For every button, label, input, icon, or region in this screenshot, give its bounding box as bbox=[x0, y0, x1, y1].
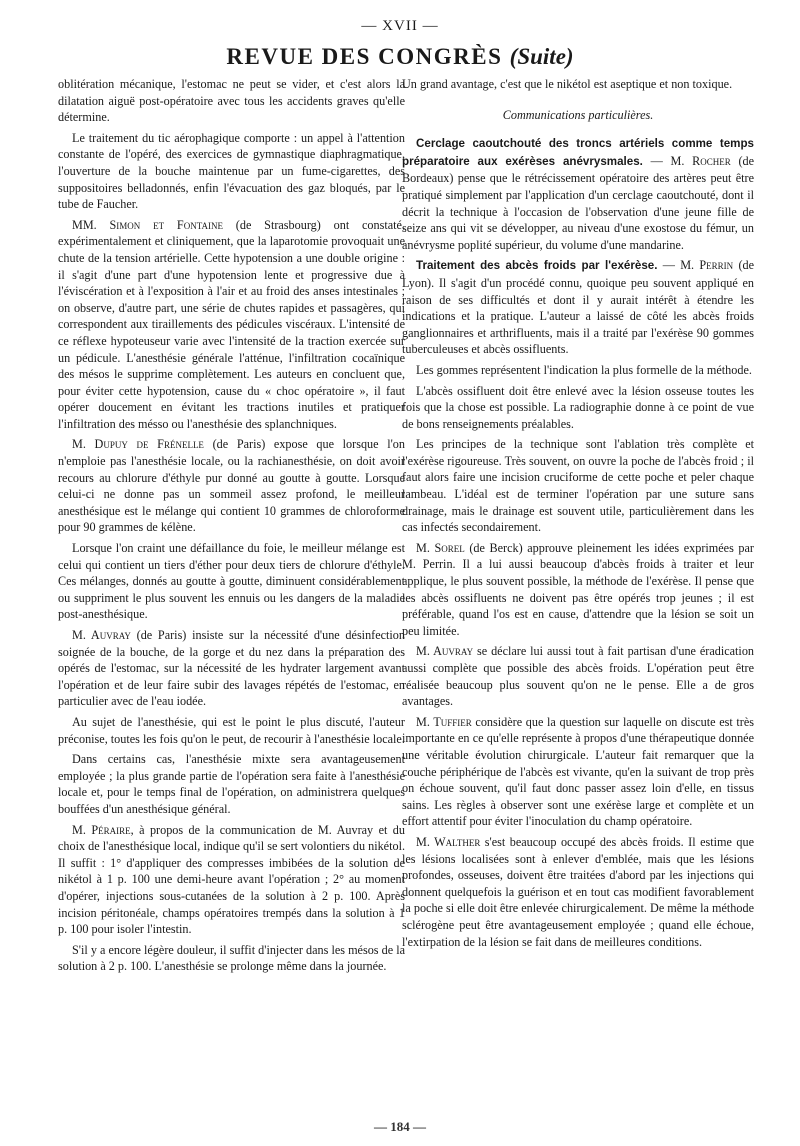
page-number: — XVII — bbox=[361, 18, 439, 34]
paragraph-text: considère que la question sur laquelle on discute est très importante en ce qu'elle représente à propos d'une thérapeutique donnée une véritable évolution chirurgicale. L'auteur fait remarquer que la couche périphérique de l'abcès est vivante, qu'en la suivant de trop près on échoue souvent, qu'il faut donc passer assez loin d'elle, en tissus sains. Les règles à observer sont une exérèse large et complète et un effort attentif pour éviter l'inoculation du champ opératoire. bbox=[402, 714, 755, 829]
left-column bbox=[58, 76, 405, 979]
paragraph-text: (de Berck) approuve pleinement les idées exprimées par M. Perrin. Il a lui aussi beaucoup d'abcès froids à traiter et leur applique, le plus souvent possible, la méthode de l'exérèse. Il pense que les abcès ossifluents ne doivent pas être opérés trop jeunes ; il est préférable, quand l'os est en cause, d'attendre que la lésion se soit un peu limitée. bbox=[402, 540, 754, 638]
paragraph: Un grand avantage, c'est que le nikétol est aseptique et non toxique. bbox=[402, 77, 733, 91]
paragraph: L'abcès ossifluent doit être enlevé avec la lésion osseuse toutes les fois que la chose est possible. La radiographie donne à ce point de vue de bons renseignements préalables. bbox=[402, 383, 754, 431]
paragraph-text: (de Paris) insiste sur la nécessité d'une désinfection soignée de la bouche, de la gorge et du nez dans la préparation des opérés de l'estomac, sur la nécessité de les hydrater largement avant l'opération et de leur faire subir des lavages répétés de l'estomac, en particulier avec de l'eau iodée. bbox=[58, 628, 405, 709]
author-name: M. Walther bbox=[416, 834, 481, 849]
author-name: M. Auvray bbox=[72, 628, 131, 642]
paragraph-text: , à propos de la communication de M. Auvray et du choix de l'anesthésique local, indique qu'il se sert volontiers du nikétol. Il suffit : 1° d'appliquer des compresses imbibées de la solution de nikétol à 1 p. 100 une demi-heure avant l'opération ; 2° au moment d'opérer, injections sous-cutanées de la solution à 2 p. 100. Après incision péritonéale, champs opératoires trempés dans la solution à 1 p. 100 pour isoler l'intestin. bbox=[58, 822, 405, 937]
right-column bbox=[402, 76, 754, 954]
paragraph bbox=[402, 714, 754, 830]
paragraph bbox=[58, 822, 405, 938]
paragraph-text: (de Bordeaux) pense que le rétrécissement opératoire des artères peut être pratiqué simplement par l'application d'un cerclage caoutchouté, dont il décrit la technique à l'occasion de l'observation d'une jeune fille de seize ans qui vit se développer, au niveau d'une exostose du fémur, un anévrysme poplité supérieur, du volume d'une mandarine. bbox=[402, 153, 755, 252]
paragraph: S'il y a encore légère douleur, il suffit d'injecter dans les mésos de la solution à 2 p. 100. L'anesthésie se prolonge même dans la journée. bbox=[58, 942, 405, 974]
paragraph bbox=[402, 540, 754, 640]
paragraph: Dans certains cas, l'anesthésie mixte sera avantageusement employée ; la plus grande partie de l'opération sera faite à l'anesthésie locale et, pour le temps final de l'opération, on administrera quelques bouffées d'un anesthésique général. bbox=[58, 752, 405, 816]
author-name: M. Auvray bbox=[416, 644, 474, 659]
paragraph: Traitement des abcès froids par l'exérèse. — M. Perrin (de Lyon). Il s'agit d'un procédé connu, quoique peu souvent appliqué en raison de ses difficultés et dont il y aurait intérêt à étendre les indications et la pratique. L'auteur a laissé de côté les abcès froids ganglionnaires et arthrifluents, mais il a traité par l'exérèse 90 gommes tuberculeuses et abcès ossifluents. bbox=[402, 258, 755, 357]
paragraph bbox=[58, 436, 405, 536]
title-suffix: (Suite) bbox=[509, 44, 574, 69]
author-name: M. Dupuy de Frénelle bbox=[72, 437, 204, 452]
author-name: M. Rocher bbox=[670, 153, 731, 168]
paragraph: Le traitement du tic aérophagique comporte : un appel à l'attention constante de l'opéré, des exercices de gymnastique diaphragmatique, l'ouverture de la bouche maintenue par un fume-cigarettes, des suppositoires belladonnés, enfin l'évacuation des gaz bloqués, par le tube de Faucher. bbox=[58, 130, 405, 212]
section-heading: Communications particulières. bbox=[502, 107, 654, 122]
paragraph: Les gommes représentent l'indication la plus formelle de la méthode. bbox=[416, 362, 752, 377]
paragraph: Au sujet de l'anesthésie, qui est le point le plus discuté, l'auteur préconise, toutes les fois qu'on le peut, de recourir à l'anesthésie locale. bbox=[58, 714, 405, 746]
paragraph bbox=[58, 217, 405, 433]
author-name: M. Péraire bbox=[72, 822, 131, 837]
author-name: M. Perrin bbox=[680, 258, 734, 273]
page-folio: — 184 — bbox=[374, 1119, 426, 1134]
paragraph bbox=[58, 627, 405, 710]
paragraph-text: (de Paris) expose que lorsque l'on n'emploie pas l'anesthésie locale, ou la rachianesthésie, on doit avoir recours au chlorure d'éthyle pur donné au goutte à goutte. Lorsque celui-ci ne donne pas un sommeil assez profond, le meilleur anesthésique est le mélange qui contient 10 grammes de chloroforme pour 90 grammes de kélène. bbox=[58, 437, 405, 535]
paragraph: oblitération mécanique, l'estomac ne peut se vider, et c'est alors la dilatation aiguë post-opératoire avec tous les accidents graves qu'elle détermine. bbox=[58, 77, 405, 125]
paragraph: Cerclage caoutchouté des troncs artériels comme temps préparatoire aux exérèses anévrysmales. — M. Rocher (de Bordeaux) pense que le rétrécissement opératoire des artères peut être pratiqué simplement par l'application d'un cerclage caoutchouté, dont il décrit la technique à l'occasion de l'observation d'une jeune fille de seize ans qui vit se développer, au niveau d'une exostose du fémur, un anévrysme poplité supérieur, du volume d'une mandarine. bbox=[402, 137, 755, 252]
paragraph-text: se déclare lui aussi tout à fait partisan d'une éradication aussi complète que possible des abcès froids. L'opération peut être réalisée beaucoup plus souvent qu'on ne le pense. Elle a de gros avantages. bbox=[402, 644, 755, 709]
author-name: M. Sorel bbox=[416, 540, 465, 555]
paragraph bbox=[402, 643, 754, 709]
article-heading: Cerclage caoutchouté des troncs artériels comme temps préparatoire aux exérèses anévrysmales. bbox=[402, 137, 754, 168]
paragraph: Les principes de la technique sont l'ablation très complète et l'exérèse rigoureuse. Très souvent, on ouvre la poche de l'abcès froid ; il faut alors faire une incision cruciforme de cette poche et peler chaque lambeau. L'idéal est de terminer l'opération par une suture sans drainage, mais le drainage est souvent utile, particulièrement dans les cas infectés secondairement. bbox=[402, 437, 754, 535]
paragraph bbox=[402, 834, 754, 950]
title-text: REVUE DES CONGRÈS bbox=[226, 44, 503, 69]
paragraph: Lorsque l'on craint une défaillance du foie, le meilleur mélange est celui qui contient un tiers d'éther pour deux tiers de chlorure d'éthyle. Ces mélanges, donnés au goutte à goutte, diminuent considérablement ou suppriment le plus souvent les ennuis ou les dangers de la maladie post-anesthésique. bbox=[58, 541, 405, 622]
author-name: MM. Simon et Fontaine bbox=[72, 217, 223, 232]
author-name: M. Tuffier bbox=[416, 714, 472, 729]
paragraph-text: (de Lyon). Il s'agit d'un procédé connu, quoique peu souvent appliqué en raison de ses difficultés et dont il y aurait intérêt à étendre les indications et la pratique. L'auteur a laissé de côté les abcès froids ganglionnaires et arthrifluents, mais il a traité par l'exérèse 90 gommes tuberculeuses et abcès ossifluents. bbox=[402, 258, 755, 357]
page-title bbox=[0, 44, 800, 70]
paragraph-text: s'est beaucoup occupé des abcès froids. Il estime que les lésions localisées sont à enlever d'emblée, mais que les lésions profondes, osseuses, doivent être traitées d'abord par les injections qui donnent quelquefois la guérison et en tout cas modifient favorablement la poche si elle doit être enlevée chirurgicalement. De même la méthode sclérogène peut être avantageusement employée ; quand elle échoue, l'extirpation de la lésion se fait dans de meilleures conditions. bbox=[402, 834, 754, 949]
article-heading: Traitement des abcès froids par l'exérèse. bbox=[416, 259, 658, 273]
paragraph-text: (de Strasbourg) ont constaté, expérimentalement et cliniquement, que la laparotomie provoquait une chute de la tension artérielle. Cette hypotension a une double origine : il s'agit d'une part d'une hypotension lente et progressive due à l'éviscération et à l'exposition à l'air et au froid des anses intestinales ; on observe, d'autre part, une série de chutes rapides et passagères, qui correspondent aux tiraillements des pédicules viscéraux. L'intensité de ce réflexe hypoteuseur varie avec l'intensité de la traction exercée sur un pédicule. L'anesthésie générale l'atténue, l'infiltration cocaïnique des mésos le supprime complètement. Les auteurs en concluent que, pour éviter cette hypotension, cause du « choc opératoire », il faut opérer doucement en évitant les tractions inutiles et pratiquer l'infiltration des mésso ou l'anesthésie des splanchniques. bbox=[58, 217, 405, 431]
